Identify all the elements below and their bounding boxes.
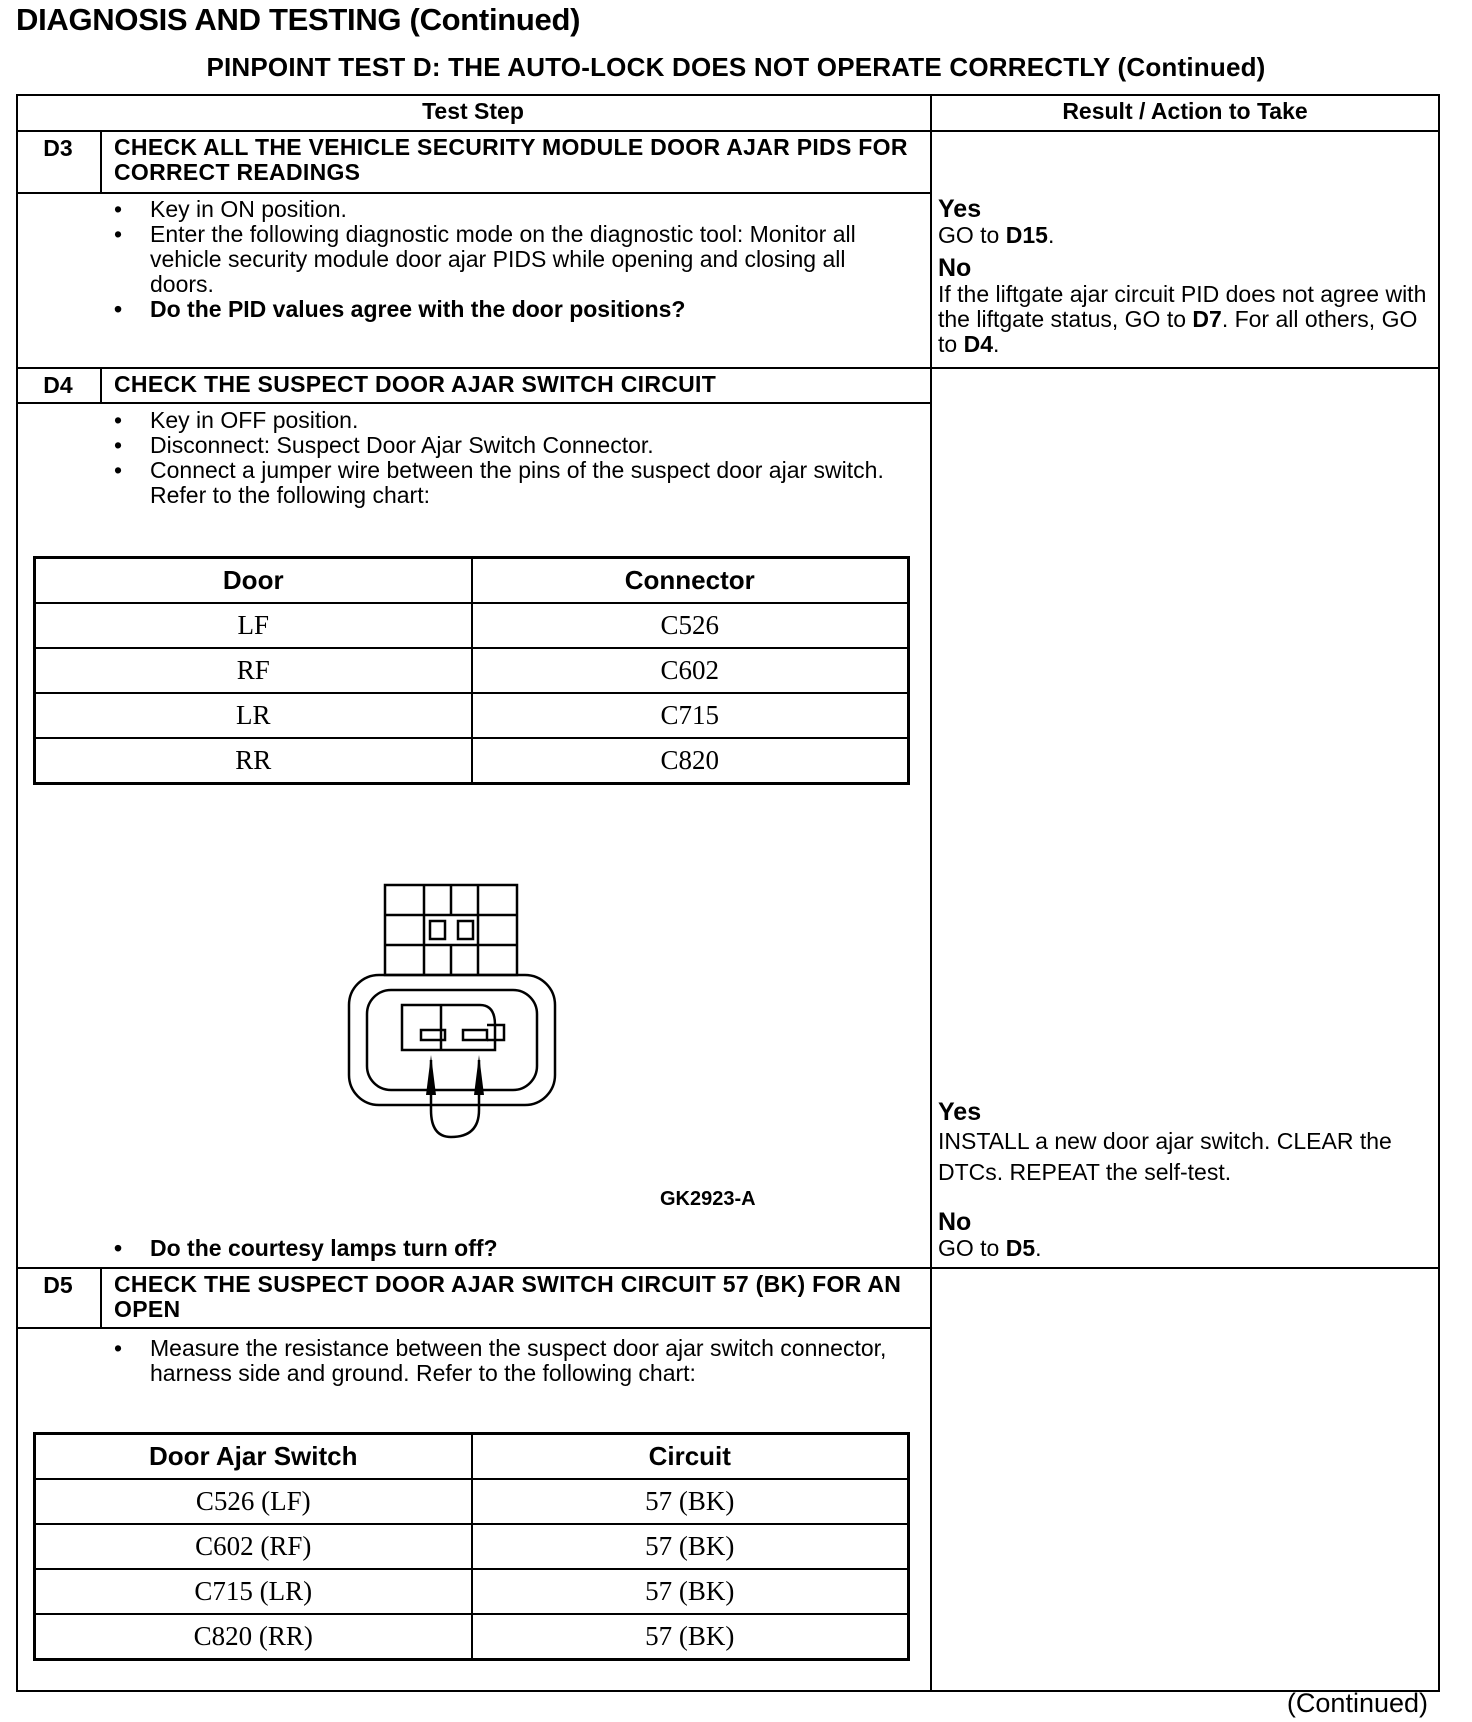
chart-cell: C820 — [472, 738, 909, 784]
chart-cell: C526 — [472, 603, 909, 648]
jumper-probe-left — [426, 1055, 436, 1095]
d3-yes-text: GO to D15. — [938, 222, 1055, 248]
table-row — [35, 693, 909, 738]
table-row — [35, 1569, 909, 1614]
table-row — [35, 648, 909, 693]
chart-cell: RF — [35, 648, 472, 693]
chart-cell: C526 (LF) — [35, 1479, 472, 1524]
result-action-header: Result / Action to Take — [1062, 98, 1308, 124]
jumper-wire-connector-illustration — [340, 875, 580, 1145]
d3-title-rule — [16, 192, 930, 194]
d4-results — [938, 1098, 1434, 1261]
page-title: DIAGNOSIS AND TESTING (Continued) — [16, 2, 581, 37]
d3-no-label: No — [938, 254, 972, 282]
d4-yes-label: Yes — [938, 1098, 982, 1126]
chart-cell: 57 (BK) — [472, 1524, 909, 1569]
figure-label: GK2923-A — [660, 1188, 756, 1210]
chart-cell: C602 — [472, 648, 909, 693]
chart-cell: 57 (BK) — [472, 1614, 909, 1660]
d3-question: • Do the PID values agree with the door positions? — [114, 297, 914, 322]
d5-title-rule — [16, 1327, 930, 1329]
table-row — [35, 603, 909, 648]
jumper-probe-right — [474, 1055, 484, 1095]
d4-yes-text: INSTALL a new door ajar switch. CLEAR the DTCs. REPEAT the self-test. — [938, 1128, 1392, 1185]
d3-bullet-2: • Enter the following diagnostic mode on the diagnostic tool: Monitor all vehicle security module door ajar PIDS while opening and closing all doors. — [114, 222, 914, 297]
d4-bullet-2: • Disconnect: Suspect Door Ajar Switch Connector. — [114, 433, 894, 458]
d4-question: • Do the courtesy lamps turn off? — [114, 1236, 894, 1261]
chart-header-door-ajar-switch: Door Ajar Switch — [35, 1434, 472, 1480]
chart-cell: C715 — [472, 693, 909, 738]
step-title-d4: CHECK THE SUSPECT DOOR AJAR SWITCH CIRCUIT — [114, 371, 717, 397]
jumper-wire — [431, 1060, 479, 1137]
d3-id-divider — [100, 130, 102, 192]
chart-header-row — [35, 1434, 909, 1480]
table-row — [35, 738, 909, 784]
d5-step-list — [114, 1336, 914, 1386]
door-ajar-switch-circuit-chart — [33, 1432, 910, 1661]
chart-header-door: Door — [35, 558, 472, 604]
chart-cell: RR — [35, 738, 472, 784]
table-row — [35, 1479, 909, 1524]
table-row — [35, 1524, 909, 1569]
chart-header-connector: Connector — [472, 558, 909, 604]
d4-step-list — [114, 408, 894, 508]
chart-cell: 57 (BK) — [472, 1479, 909, 1524]
d5-separator — [16, 1267, 1440, 1269]
pinpoint-test-title: PINPOINT TEST D: THE AUTO-LOCK DOES NOT OPERATE CORRECTLY (Continued) — [206, 52, 1266, 82]
column-divider — [930, 94, 932, 1692]
d3-bullet-1: • Key in ON position. — [114, 197, 914, 222]
table-row — [35, 1614, 909, 1660]
d4-title-rule — [16, 402, 930, 404]
d5-bullet-1: • Measure the resistance between the suspect door ajar switch connector, harness side and ground. Refer to the following chart: — [114, 1336, 914, 1386]
chart-cell: C602 (RF) — [35, 1524, 472, 1569]
d4-separator — [16, 367, 1440, 369]
chart-cell: LF — [35, 603, 472, 648]
d5-id-divider — [100, 1267, 102, 1327]
d4-no-ref: D5 — [1005, 1235, 1036, 1261]
chart-cell: 57 (BK) — [472, 1569, 909, 1614]
d3-no-ref-2: D4 — [963, 331, 993, 357]
test-step-header: Test Step — [422, 98, 524, 124]
step-id-d3: D3 — [43, 135, 73, 161]
step-id-d5: D5 — [43, 1272, 73, 1298]
d4-bullet-3: • Connect a jumper wire between the pins of the suspect door ajar switch. Refer to the following chart: — [114, 458, 894, 508]
chart-cell: C715 (LR) — [35, 1569, 472, 1614]
d3-step-list — [114, 197, 914, 322]
step-id-d4: D4 — [43, 372, 73, 398]
chart-header-circuit: Circuit — [472, 1434, 909, 1480]
header-rule — [16, 130, 1440, 132]
d3-no-text: If the liftgate ajar circuit PID does not agree with the liftgate status, GO to D7. For all others, GO to D4. — [938, 281, 1427, 357]
d4-question-list — [114, 1236, 894, 1261]
d4-id-divider — [100, 367, 102, 402]
d4-no-label: No — [938, 1208, 972, 1236]
d4-bullet-1: • Key in OFF position. — [114, 408, 894, 433]
chart-header-row — [35, 558, 909, 604]
step-title-d5: CHECK THE SUSPECT DOOR AJAR SWITCH CIRCUIT 57 (BK) FOR AN OPEN — [114, 1271, 902, 1322]
d3-yes-label: Yes — [938, 195, 982, 223]
d3-yes-ref: D15 — [1005, 222, 1048, 248]
d3-results — [938, 195, 1434, 357]
chart-cell: LR — [35, 693, 472, 738]
step-title-d3: CHECK ALL THE VEHICLE SECURITY MODULE DOOR AJAR PIDS FOR CORRECT READINGS — [114, 134, 908, 185]
d3-no-ref-1: D7 — [1192, 306, 1222, 332]
d4-no-text: GO to D5. — [938, 1235, 1042, 1261]
connector-housing — [349, 975, 555, 1105]
chart-cell: C820 (RR) — [35, 1614, 472, 1660]
door-connector-chart — [33, 556, 910, 785]
continued-footer: (Continued) — [1286, 1688, 1428, 1718]
